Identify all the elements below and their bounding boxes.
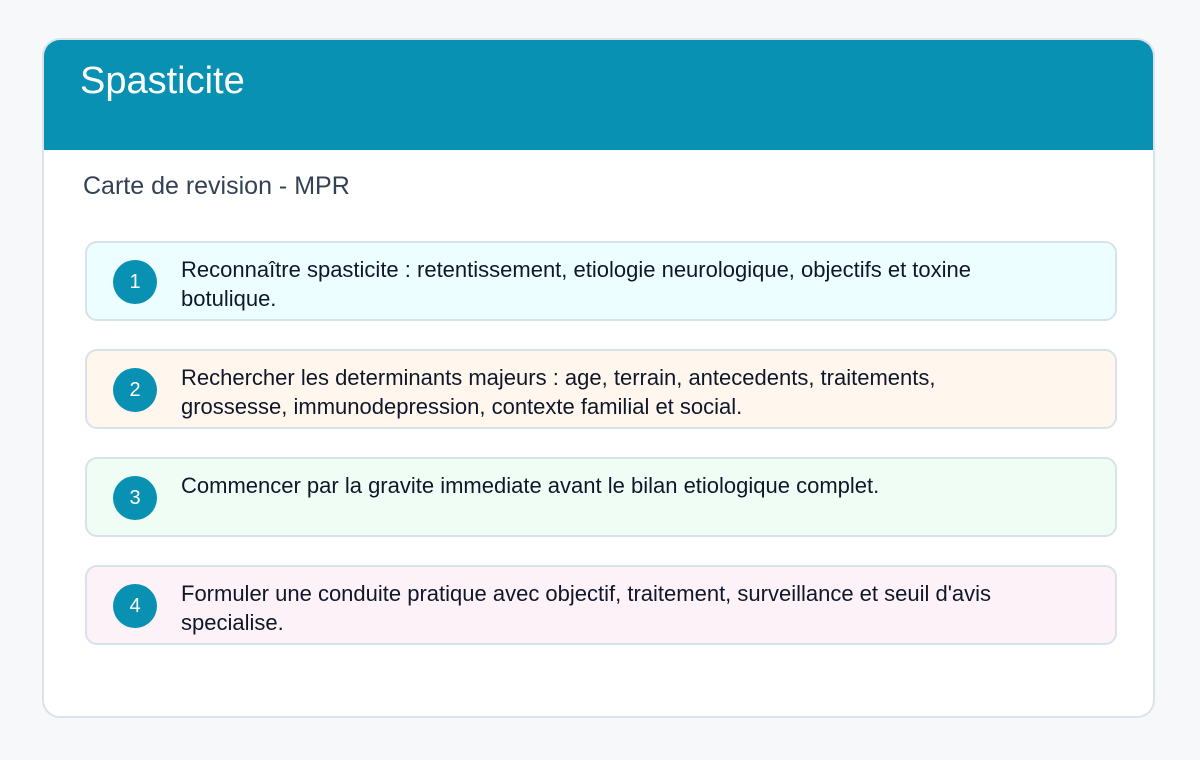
list-item xyxy=(85,457,1117,537)
item-text: Rechercher les determinants majeurs : age, terrain, antecedents, traitements, grossesse, immunodepression, contexte familial et social. xyxy=(181,365,936,419)
item-text: Commencer par la gravite immediate avant le bilan etiologique complet. xyxy=(181,473,880,498)
card-subtitle: Carte de revision - MPR xyxy=(83,172,350,200)
list-item xyxy=(85,241,1117,321)
item-number-badge: 2 xyxy=(113,368,157,412)
list-item xyxy=(85,565,1117,645)
revision-card xyxy=(42,38,1155,718)
item-text: Formuler une conduite pratique avec objectif, traitement, surveillance et seuil d'avis specialise. xyxy=(181,581,992,635)
card-title: Spasticite xyxy=(80,60,245,102)
item-number-badge: 3 xyxy=(113,476,157,520)
item-number-badge: 1 xyxy=(113,260,157,304)
item-text: Reconnaître spasticite : retentissement, etiologie neurologique, objectifs et toxine botulique. xyxy=(181,257,972,311)
list-item xyxy=(85,349,1117,429)
item-number-badge: 4 xyxy=(113,584,157,628)
card-header xyxy=(44,40,1153,150)
